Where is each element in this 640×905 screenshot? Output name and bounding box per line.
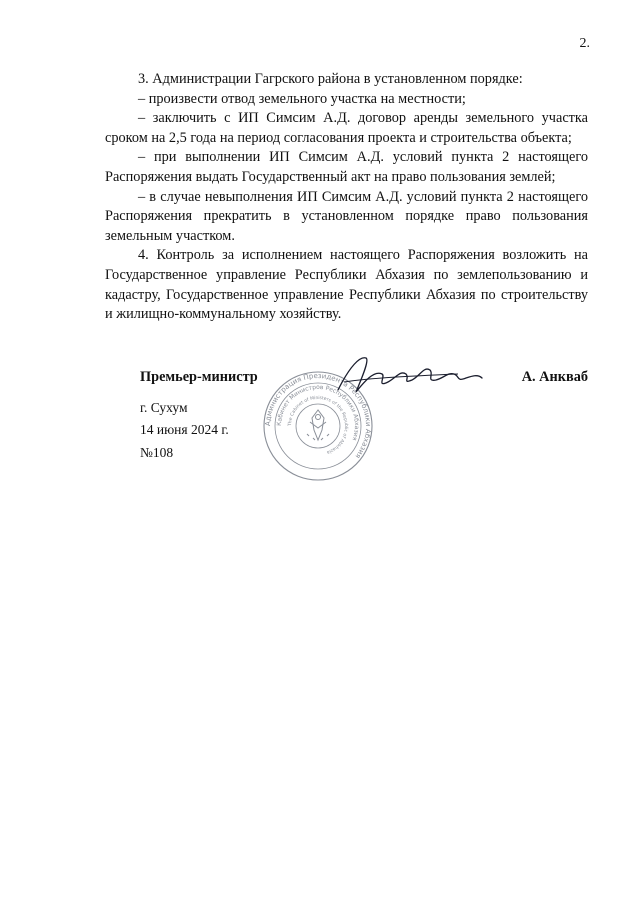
place-of-issue: г. Сухум xyxy=(140,400,188,415)
seal-inner-text: Кабинет Министров Республики Абхазия xyxy=(275,383,361,442)
seal-english-text: The Cabinet of Ministers of the Republic of Abkhazia xyxy=(287,395,349,455)
paragraph-item-4: 4. Контроль за исполнением настоящего Распоряжения возложить на Государственное управление Республики Абхазия по землепользованию и кадастру, Государственное управление Республики Абхазия по строительству и жилищно-коммунальному хозяйству. xyxy=(105,247,588,323)
handwritten-signature-icon xyxy=(330,352,490,402)
paragraph-subitem: – заключить с ИП Симсим А.Д. договор аренды земельного участка сроком на 2,5 года на период согласования проекта и строительства объекта; xyxy=(105,110,588,146)
signatory-title: Премьер-министр xyxy=(140,369,258,385)
paragraph-item-3: 3. Администрации Гагрского района в установленном порядке: xyxy=(138,71,523,87)
document-body xyxy=(105,70,588,325)
paragraph-subitem: – в случае невыполнения ИП Симсим А.Д. условий пункта 2 настоящего Распоряжения прекратить в установленном порядке право пользования земельным участком. xyxy=(105,188,588,244)
signatory-name: А. Анкваб xyxy=(521,369,588,385)
document-number: №108 xyxy=(140,445,174,460)
page-number: 2. xyxy=(579,36,590,51)
paragraph-subitem: – при выполнении ИП Симсим А.Д. условий пункта 2 настоящего Распоряжения выдать Государственный акт на право пользования землей; xyxy=(105,149,588,185)
seal-outer-text: Администрация Президента Республики Абхазия xyxy=(263,371,373,460)
emblem-icon xyxy=(307,410,329,440)
issue-date: 14 июня 2024 г. xyxy=(140,422,229,437)
paragraph-subitem: – произвести отвод земельного участка на местности; xyxy=(138,90,466,107)
